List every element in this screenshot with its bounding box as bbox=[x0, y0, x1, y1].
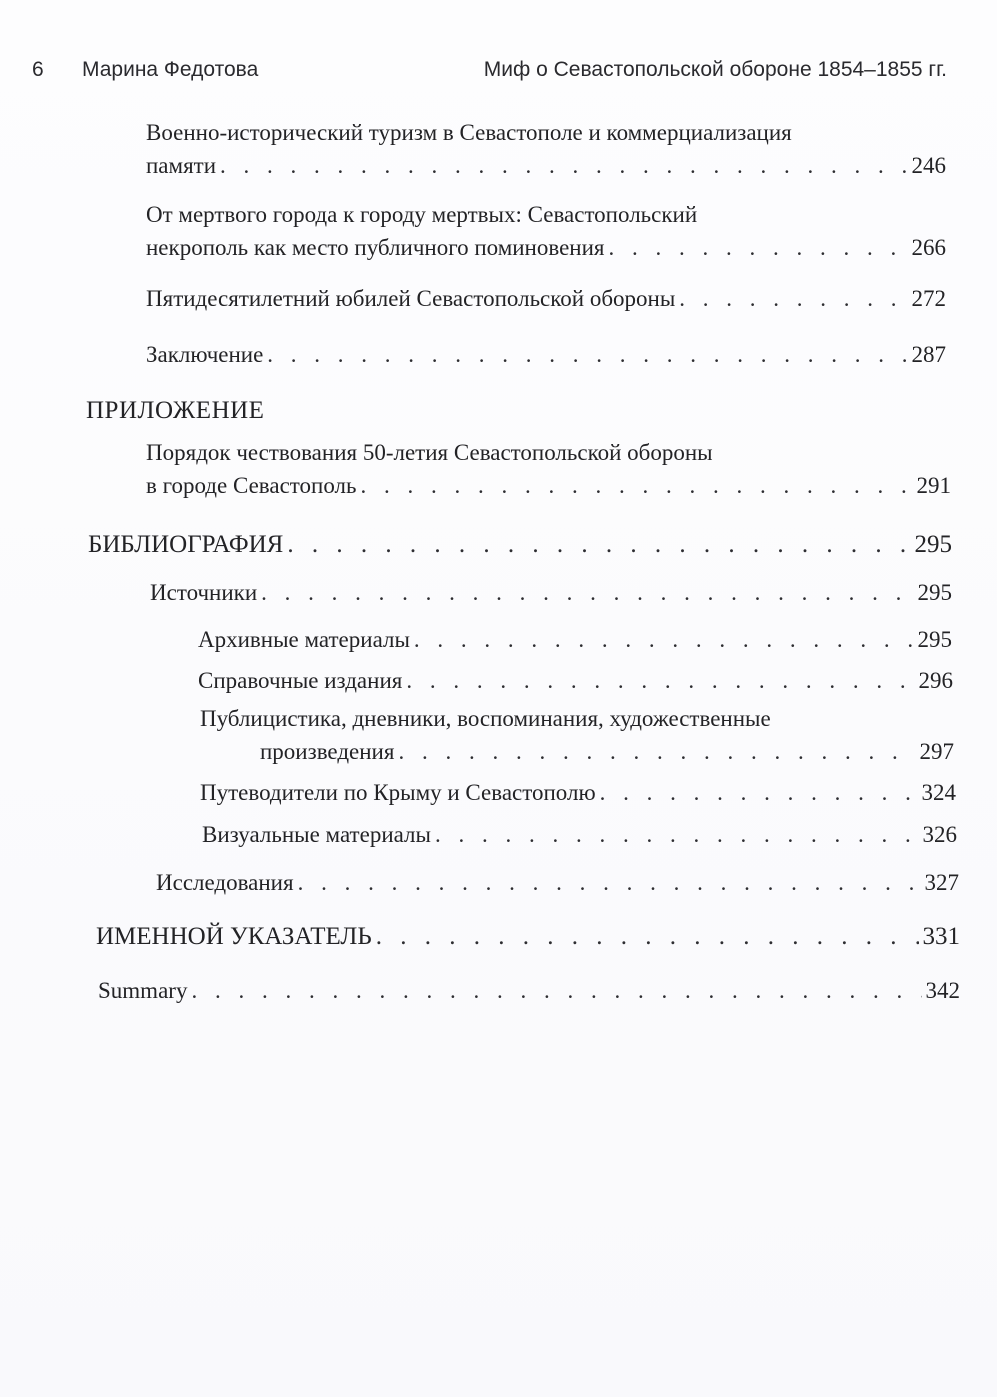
toc-entry-conclusion bbox=[146, 338, 946, 371]
toc-page-number: 324 bbox=[921, 780, 956, 805]
toc-page-number: 287 bbox=[911, 342, 946, 367]
toc-page-number: 246 bbox=[911, 153, 946, 178]
toc-entry-title-cont: памяти bbox=[146, 153, 217, 178]
toc-entry-guidebooks bbox=[200, 776, 956, 809]
leader-dots bbox=[361, 469, 913, 502]
toc-entry-title: Путеводители по Крыму и Севастополю bbox=[200, 780, 596, 805]
toc-entry-visual bbox=[202, 818, 957, 851]
leader-dots bbox=[298, 866, 921, 899]
toc-entry-title: БИБЛИОГРАФИЯ bbox=[88, 531, 284, 558]
toc-entry-research bbox=[156, 866, 959, 899]
toc-page-number: 291 bbox=[916, 473, 951, 498]
toc-entry-sources bbox=[150, 576, 952, 609]
toc-entry-title: Заключение bbox=[146, 342, 264, 367]
toc-entry-title: Справочные издания bbox=[198, 668, 403, 693]
leader-dots bbox=[406, 664, 914, 697]
leader-dots bbox=[287, 528, 910, 561]
toc-entry-title: Военно-исторический туризм в Севастополе и коммерциализация bbox=[146, 120, 792, 145]
leader-dots bbox=[679, 282, 907, 315]
leader-dots bbox=[398, 735, 915, 768]
toc-page-number: 331 bbox=[922, 923, 960, 950]
leader-dots bbox=[600, 776, 918, 809]
toc-entry-title: Порядок чествования 50-летия Севастопольской обороны bbox=[146, 440, 713, 465]
toc-entry-bibliography bbox=[88, 528, 952, 561]
toc-entry-tourism bbox=[146, 116, 946, 182]
toc-entry-title: Визуальные материалы bbox=[202, 822, 431, 847]
toc-entry-necropolis bbox=[146, 198, 946, 264]
book-title: Миф о Севастопольской обороне 1854–1855 гг. bbox=[483, 58, 947, 81]
toc-entry-title-cont: произведения bbox=[260, 739, 395, 764]
toc-entry-title: От мертвого города к городу мертвых: Севастопольский bbox=[146, 202, 698, 227]
toc-entry-title: Исследования bbox=[156, 870, 294, 895]
leader-dots bbox=[261, 576, 913, 609]
toc-entry-title-cont: некрополь как место публичного поминовения bbox=[146, 235, 605, 260]
toc-entry-title-cont: в городе Севастополь bbox=[146, 473, 357, 498]
page-number: 6 bbox=[32, 58, 44, 81]
toc-page-number: 297 bbox=[919, 739, 954, 764]
leader-dots bbox=[609, 231, 908, 264]
toc-entry-order bbox=[146, 436, 951, 502]
leader-dots bbox=[414, 623, 914, 656]
toc-page-number: 296 bbox=[918, 668, 953, 693]
toc-entry-index bbox=[96, 920, 960, 953]
toc-page-number: 342 bbox=[925, 978, 960, 1003]
leader-dots bbox=[267, 338, 907, 371]
toc-entry-title: Архивные материалы bbox=[198, 627, 410, 652]
leader-dots bbox=[435, 818, 919, 851]
toc-page-number: 295 bbox=[917, 580, 952, 605]
author-name: Марина Федотова bbox=[82, 58, 259, 81]
leader-dots bbox=[220, 149, 907, 182]
toc-page-number: 326 bbox=[922, 822, 957, 847]
running-head bbox=[32, 58, 947, 88]
toc-entry-jubilee bbox=[146, 282, 946, 315]
toc-entry-reference bbox=[198, 664, 953, 697]
leader-dots bbox=[376, 920, 919, 953]
toc-page-number: 272 bbox=[911, 286, 946, 311]
toc-entry-title: Публицистика, дневники, воспоминания, художественные bbox=[200, 706, 771, 731]
toc-entry-summary bbox=[98, 974, 960, 1007]
toc-entry-archives bbox=[198, 623, 952, 656]
toc-entry-publicistics bbox=[200, 702, 954, 768]
toc-entry-title: ИМЕННОЙ УКАЗАТЕЛЬ bbox=[96, 923, 372, 950]
toc-page-number: 266 bbox=[911, 235, 946, 260]
toc-entry-title: Источники bbox=[150, 580, 258, 605]
toc-entry-title: Summary bbox=[98, 978, 188, 1003]
leader-dots bbox=[191, 974, 921, 1007]
appendix-heading: ПРИЛОЖЕНИЕ bbox=[86, 397, 265, 424]
toc-page-number: 327 bbox=[924, 870, 959, 895]
toc-page-number: 295 bbox=[917, 627, 952, 652]
toc-entry-title: Пятидесятилетний юбилей Севастопольской обороны bbox=[146, 286, 676, 311]
toc-page-number: 295 bbox=[914, 531, 952, 558]
